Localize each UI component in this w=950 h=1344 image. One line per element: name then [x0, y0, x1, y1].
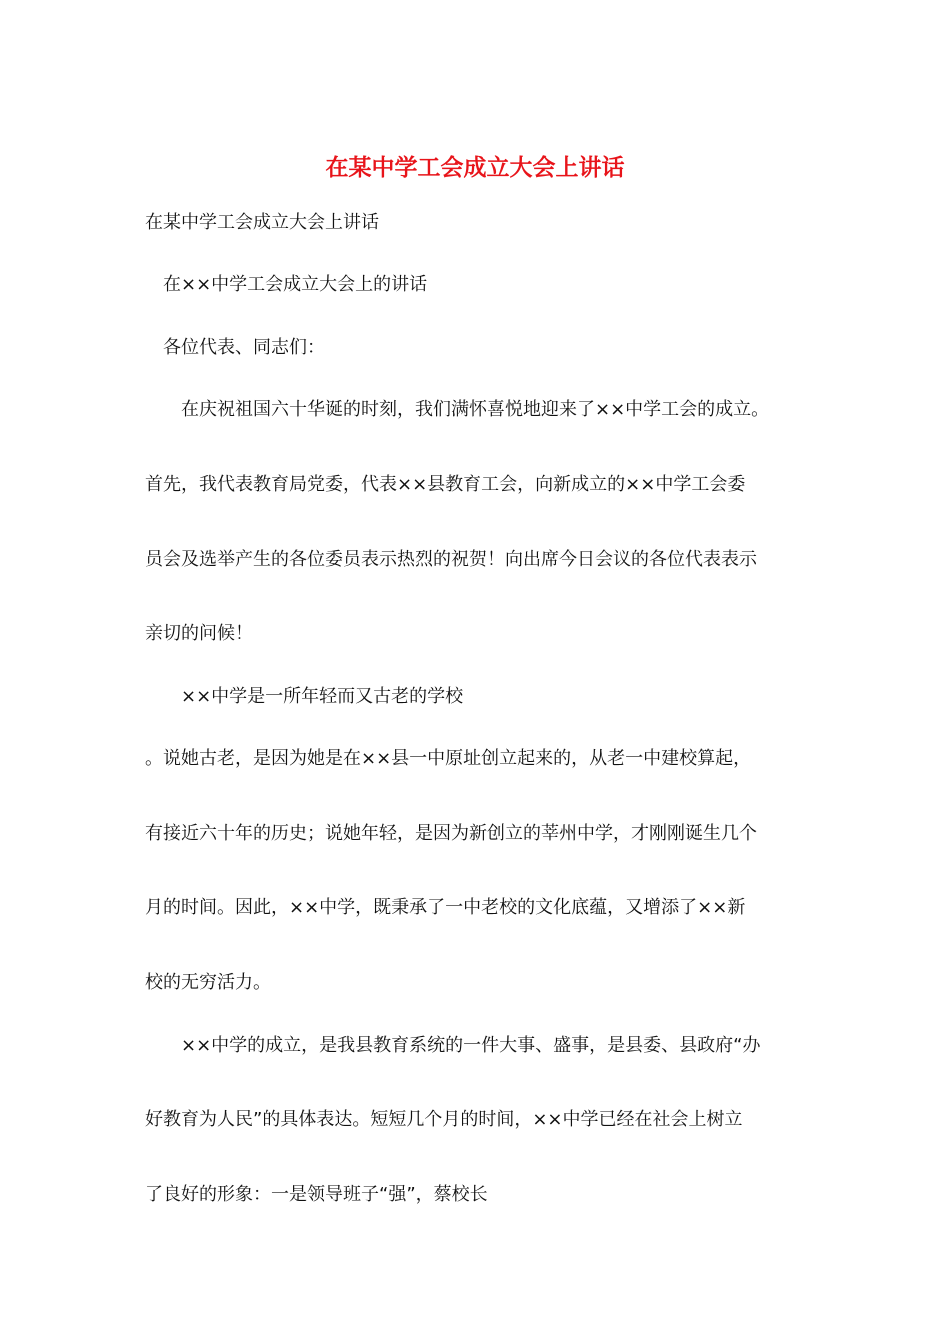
- text-line: 。说她古老，是因为她是在××县一中原址创立起来的，从老一中建校算起，: [145, 748, 752, 769]
- text-line: 亲切的问候！: [145, 623, 253, 644]
- document-title: 在某中学工会成立大会上讲话: [325, 155, 625, 181]
- text-line: 有接近六十年的历史；说她年轻，是因为新创立的莘州中学，才刚刚诞生几个: [145, 823, 757, 844]
- text-line: 各位代表、同志们：: [145, 337, 325, 358]
- text-line: 了良好的形象：一是领导班子“强”，蔡校长: [145, 1184, 488, 1205]
- text-line: ××中学是一所年轻而又古老的学校: [145, 686, 464, 707]
- text-line: 好教育为人民”的具体表达。短短几个月的时间，××中学已经在社会上树立: [145, 1109, 743, 1130]
- text-line: 在某中学工会成立大会上讲话: [145, 212, 379, 233]
- text-line: 在××中学工会成立大会上的讲话: [145, 274, 428, 295]
- text-line: 在庆祝祖国六十华诞的时刻，我们满怀喜悦地迎来了××中学工会的成立。: [145, 399, 770, 420]
- text-line: 校的无穷活力。: [145, 972, 271, 993]
- text-line: 员会及选举产生的各位委员表示热烈的祝贺！向出席今日会议的各位代表表示: [145, 549, 757, 570]
- text-line: 月的时间。因此，××中学，既秉承了一中老校的文化底蕴，又增添了××新: [145, 897, 746, 918]
- text-line: 首先，我代表教育局党委，代表××县教育工会，向新成立的××中学工会委: [145, 474, 746, 495]
- text-line: ××中学的成立，是我县教育系统的一件大事、盛事，是县委、县政府“办: [145, 1035, 761, 1056]
